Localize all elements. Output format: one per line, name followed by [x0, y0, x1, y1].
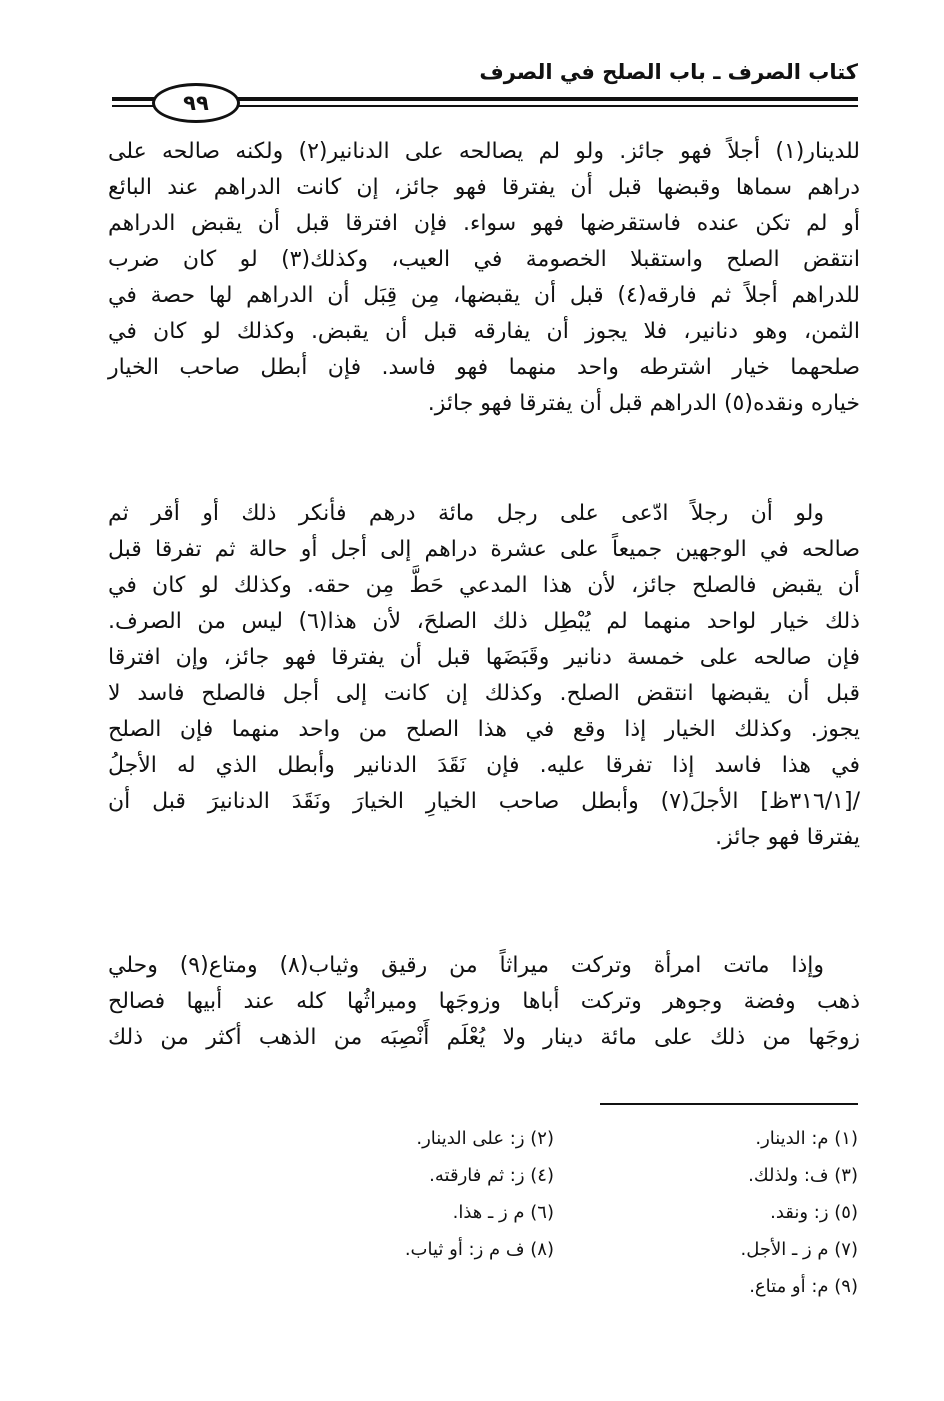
text-line: دراهم سماها وقبضها قبل أن يفترقا فهو جائز، إن كانت الدراهم عند البائع [108, 175, 860, 200]
footnote: (٢) ز: على الدينار. [416, 1128, 554, 1149]
text-line: /[٣١٦/١ظ] الأجلَ(٧) وأبطل صاحب الخيارِ الخيارَ ونَقَدَ الدنانيرَ قبل أن [108, 789, 860, 814]
footnote: (٧) م ز ـ الأجل. [740, 1239, 858, 1260]
footnote-row [250, 1231, 858, 1268]
paragraph-3 [108, 948, 860, 1056]
text-line: صلحهما خيار اشترطه واحد منهما فهو فاسد. فإن أبطل صاحب الخيار [108, 355, 860, 380]
footnote-row [250, 1268, 858, 1305]
text-line: ولو أن رجلاً ادّعى على رجل مائة درهم فأنكر ذلك أو أقر ثم [108, 501, 824, 526]
footnote-row [250, 1157, 858, 1194]
text-line: قبل أن يقبضها انتقض الصلح. وكذلك إن كانت إلى أجل فالصلح فاسد لا [108, 681, 860, 706]
text-line: ذلك خيار لواحد منهما لم يُبْطِل ذلك الصلحَ، لأن هذا(٦) ليس من الصرف. [108, 609, 860, 634]
footnote-row [250, 1194, 858, 1231]
paragraph-1 [108, 134, 860, 422]
text-line: للدينار(١) أجلاً فهو جائز. ولو لم يصالحه على الدنانير(٢) ولكنه صالحه على [108, 139, 860, 164]
running-title: كتاب الصرف ـ باب الصلح في الصرف [479, 60, 858, 84]
footnote: (٨) ف م ز: أو ثياب. [404, 1239, 554, 1260]
paragraph-2 [108, 496, 860, 856]
footnote: (١) م: الدينار. [755, 1128, 858, 1149]
text-line: فإن صالحه على خمسة دنانير وقَبَضَها قبل أن يفترقا فهو جائز، وإن افترقا [108, 645, 860, 670]
text-line: يجوز. وكذلك الخيار إذا وقع في هذا الصلح من واحد منهما فإن الصلح [108, 717, 860, 742]
text-line: في هذا فاسد إذا تفرقا عليه. فإن نَقَدَ الدنانير وأبطل الذي له الأجلُ [108, 753, 860, 778]
footnote: (٦) م ز ـ هذا. [452, 1202, 554, 1223]
text-line: صالحه في الوجهين جميعاً على عشرة دراهم إلى أجل أو حالة ثم تفرقا قبل [108, 537, 860, 562]
text-line: يفترقا فهو جائز. [715, 825, 860, 850]
text-line: زوجَها من ذلك على مائة دينار ولا يُعْلَم أَنْصِبَه من الذهب أكثر من ذلك [108, 1025, 860, 1050]
footnote: (٥) ز: ونقد. [770, 1202, 858, 1223]
text-line: ذهب وفضة وجوهر وتركت أباها وزوجَها وميراثُها كله عند أبيها فصالح [108, 989, 860, 1014]
footnote: (٤) ز: ثم فارقته. [429, 1165, 554, 1186]
footnote: (٣) ف: ولذلك. [748, 1165, 858, 1186]
text-line: للدراهم أجلاً ثم فارقه(٤) قبل أن يقبضها، مِن قِبَل أن الدراهم لها حصة في [108, 283, 860, 308]
text-line: أو لم تكن عنده فاستقرضها فهو سواء. فإن افترقا قبل أن يقبض الدراهم [108, 211, 860, 236]
footnote-row [250, 1120, 858, 1157]
footnotes [250, 1120, 858, 1305]
text-line: الثمن، وهو دنانير، فلا يجوز أن يفارقه قبل أن يقبض. وكذلك لو كان في [108, 319, 860, 344]
text-line: انتقض الصلح واستقبلا الخصومة في العيب، وكذلك(٣) لو كان ضرب [108, 247, 860, 272]
text-line: وإذا ماتت امرأة وتركت ميراثاً من رقيق وثياب(٨) ومتاع(٩) وحلي [108, 953, 824, 978]
footnote: (٩) م: أو متاع. [749, 1276, 858, 1297]
text-line: أن يقبض فالصلح جائز، لأن هذا المدعي حَطَّ مِن حقه. وكذلك لو كان في [108, 573, 860, 598]
text-line: خياره ونقده(٥) الدراهم قبل أن يفترقا فهو جائز. [427, 391, 860, 416]
page-number: ٩٩ [152, 83, 240, 123]
footnote-separator [600, 1103, 858, 1105]
